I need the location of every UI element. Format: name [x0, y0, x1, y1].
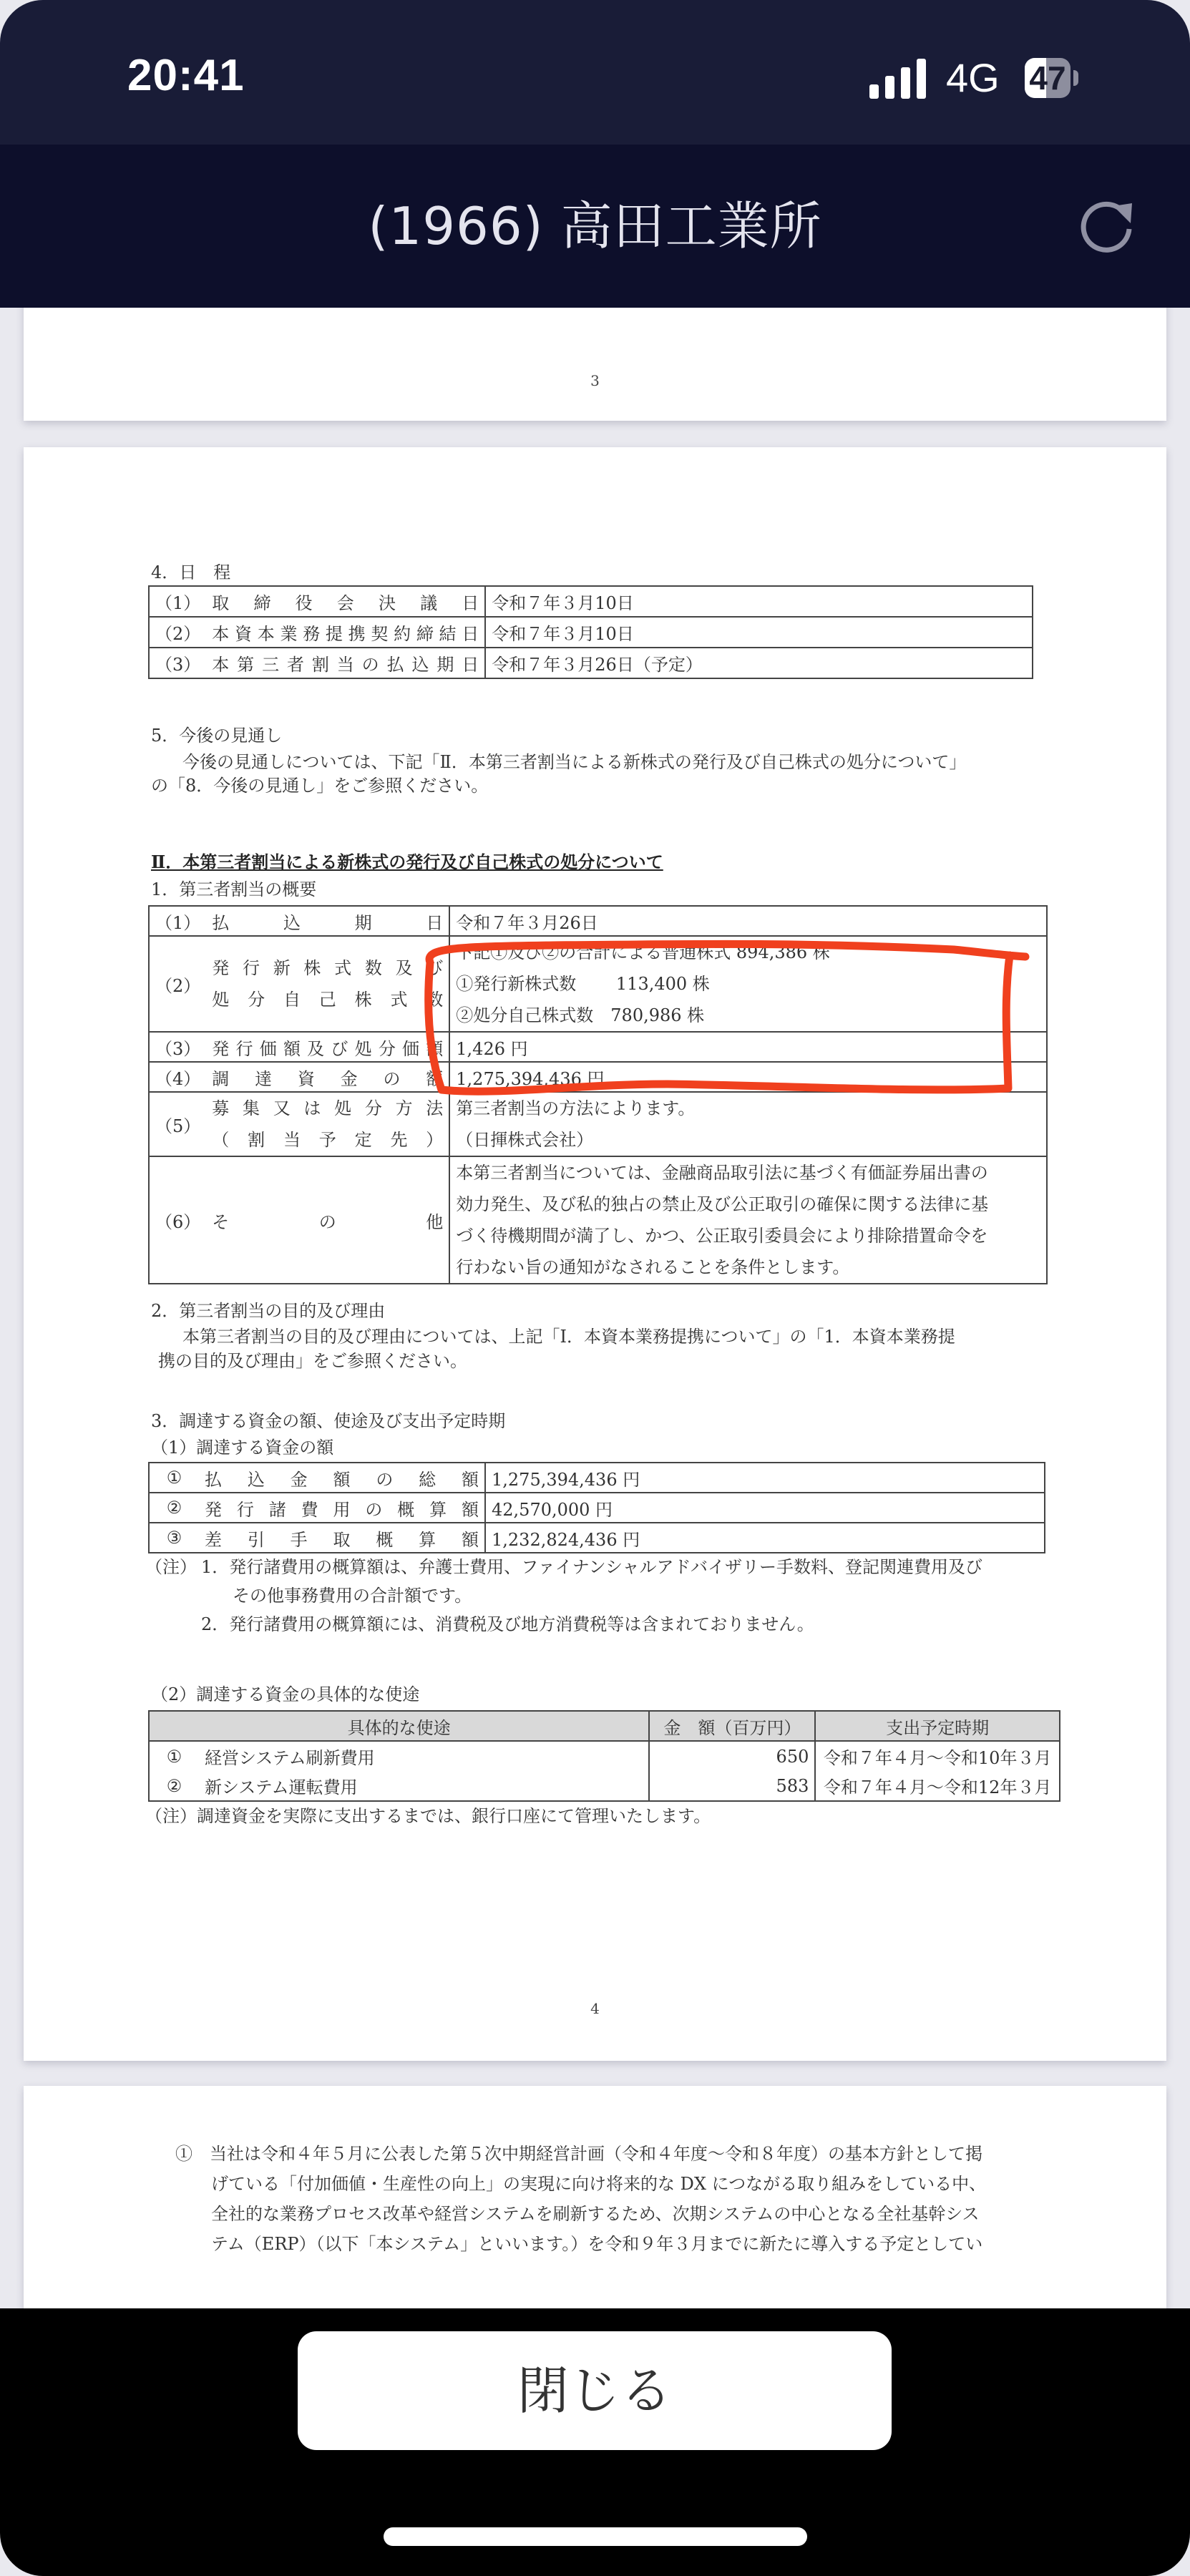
- table-row: ② 新システム運転費用 583 令和７年４月～令和12年３月: [149, 1771, 1060, 1801]
- funds-amount-table: [148, 1462, 1045, 1553]
- page5-line: げている「付加価値・生産性の向上」の実現に向け将来的な DX につながる取り組みをしている中、: [211, 2174, 987, 2194]
- schedule-heading: 4．日 程: [151, 562, 231, 582]
- table-row: （6） その他 本第三者割当については、金融商品取引法に基づく有価証券届出書の 効力発生、及び私的独占の禁止及び公正取引の確保に関する法律に基 づく待機期間が満了し、かつ、公正取引委員会により排除措置命令を 行わない旨の通知がなされることを条件とします。: [149, 1156, 1047, 1284]
- page-title: (1966) 高田工業所: [368, 196, 822, 256]
- table-row: ① 経営システム刷新費用 650 令和７年４月～令和10年３月: [149, 1741, 1060, 1771]
- table-row: ② 発行諸費用の概算額 42,570,000 円: [149, 1493, 1045, 1523]
- reload-icon[interactable]: [1073, 193, 1139, 259]
- page5-line: テム（ERP）（以下「本システム」といいます。）を令和９年３月までに新たに導入する予定としてい: [211, 2234, 983, 2254]
- table-header-row: 具体的な使途 金 額（百万円） 支出予定時期: [149, 1711, 1060, 1741]
- table-row: （3） 本第三者割当の払込期日 令和７年３月26日（予定）: [149, 648, 1033, 678]
- page-number: 4: [590, 2000, 600, 2017]
- purpose-body: 本第三者割当の目的及び理由については、上記「Ⅰ．本資本業務提携について」の「1．本資本業務提: [182, 1327, 955, 1347]
- funds-use-heading: （2）調達する資金の具体的な使途: [151, 1684, 420, 1704]
- table-row: （1） 取締役会決議日 令和７年３月10日: [149, 586, 1033, 617]
- app-header: [0, 145, 1190, 308]
- table-row: （4） 調達資金の額 1,275,394,436 円: [149, 1062, 1047, 1092]
- funds-amount-heading: （1）調達する資金の額: [151, 1438, 334, 1458]
- page-5: [24, 2086, 1166, 2311]
- purpose-heading: 2．第三者割当の目的及び理由: [151, 1301, 386, 1321]
- page5-line: 全社的な業務プロセス改革や経営システムを刷新するため、次期システムの中心となる全社基幹シス: [211, 2204, 980, 2224]
- close-button[interactable]: 閉じる: [298, 2331, 892, 2450]
- table-row: （2） 発行新株式数及び 処分自己株式数 下記①及び②の合計による普通株式 894,386 株 ①発行新株式数 113,400 株 ②処分自己株式数 780,986 株: [149, 936, 1047, 1032]
- outlook-body: の「8．今後の見通し」をご参照ください。: [151, 776, 489, 796]
- home-indicator[interactable]: [384, 2527, 807, 2546]
- pdf-viewer[interactable]: [0, 308, 1190, 2311]
- overview-heading: 1．第三者割当の概要: [151, 879, 317, 899]
- table-row: ① 払込金額の総額 1,275,394,436 円: [149, 1463, 1045, 1493]
- page-4: [24, 447, 1166, 2061]
- battery-percent: 47: [1029, 59, 1066, 97]
- note-text: 2．発行諸費用の概算額には、消費税及び地方消費税等は含まれておりません。: [201, 1614, 814, 1634]
- table-row: （1） 払込期日 令和７年３月26日: [149, 906, 1047, 936]
- overview-table: [148, 905, 1048, 1284]
- page-3: [24, 308, 1166, 421]
- page5-line: ① 当社は令和４年５月に公表した第５次中期経営計画（令和４年度～令和８年度）の基本方針として掲: [175, 2144, 982, 2164]
- section-heading: Ⅱ．本第三者割当による新株式の発行及び自己株式の処分について: [151, 852, 663, 872]
- note-text: 1．発行諸費用の概算額は、弁護士費用、ファイナンシャルアドバイザリー手数料、登記関連費用及び: [201, 1557, 983, 1577]
- funds-heading: 3．調達する資金の額、使途及び支出予定時期: [151, 1411, 506, 1431]
- funds-use-note: （注）調達資金を実際に支出するまでは、銀行口座にて管理いたします。: [145, 1806, 711, 1826]
- battery-icon: [1025, 58, 1070, 98]
- signal-bars-icon: [869, 59, 927, 99]
- funds-use-table: [148, 1710, 1060, 1802]
- note-text: その他事務費用の合計額です。: [233, 1586, 472, 1606]
- table-row: （5） 募集又は処分方法 （割当予定先） 第三者割当の方法によります。 （日揮株式会社）: [149, 1092, 1047, 1156]
- purpose-body: 携の目的及び理由」をご参照ください。: [158, 1351, 467, 1371]
- outlook-body: 今後の見通しについては、下記「Ⅱ．本第三者割当による新株式の発行及び自己株式の処分について」: [182, 752, 967, 772]
- table-row: （2） 本資本業務提携契約締結日 令和７年３月10日: [149, 617, 1033, 648]
- table-row: ③ 差引手取概算額 1,232,824,436 円: [149, 1523, 1045, 1553]
- page-number: 3: [590, 372, 600, 389]
- status-bar: [0, 0, 1190, 145]
- battery-nub: [1073, 70, 1078, 86]
- schedule-table: [148, 585, 1033, 679]
- outlook-heading: 5．今後の見通し: [151, 726, 283, 746]
- table-row: （3） 発行価額及び処分価額 1,426 円: [149, 1032, 1047, 1062]
- network-type: 4G: [946, 55, 1000, 100]
- status-time: 20:41: [127, 51, 245, 100]
- note-prefix: （注）: [145, 1557, 197, 1577]
